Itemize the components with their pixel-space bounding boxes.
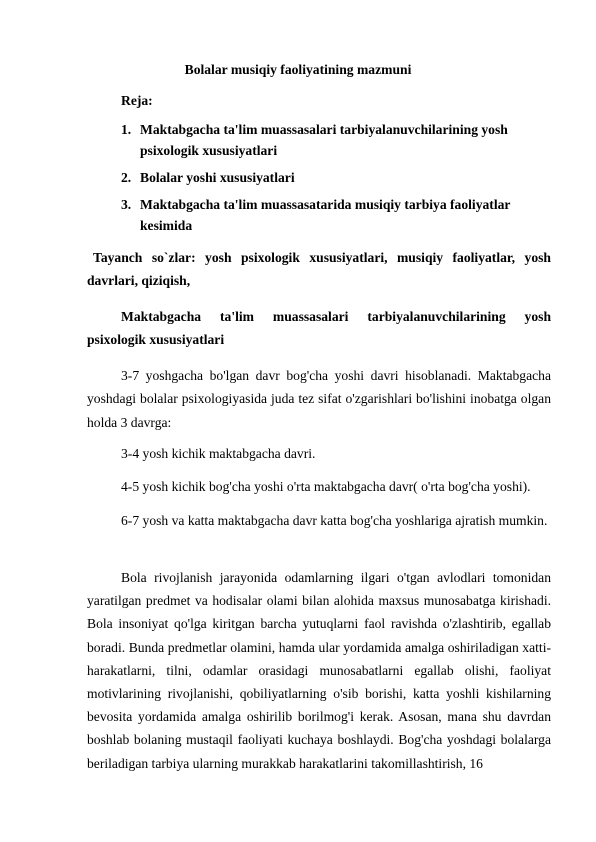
section-heading: Maktabgacha ta'lim muassasalari tarbiyalanuvchilarining yosh psixologik xususiyatlari (87, 309, 551, 347)
plan-item-number: 2. (121, 170, 132, 185)
plan-item-text: Bolalar yoshi xususiyatlari (140, 170, 295, 185)
plan-item-2 (121, 167, 521, 188)
plan-label: Reja: (121, 93, 153, 108)
plan-item-text: Maktabgacha ta'lim muassasatarida musiqiy tarbiya faoliyatlar kesimida (140, 197, 511, 234)
plan-item-1 (121, 119, 521, 162)
paragraph: Bola rivojlanish jarayonida odamlarning ilgari o'tgan avlodlari tomonidan yaratilgan predmet va hodisalar olami bilan alohida maxsus munosabatga kirishadi. Bola insoniyat qo'lga kiritgan barcha yutuqlarni faol ravishda o'zlashtirib, egallab boradi. Bunda predmetlar olamini, hamda ular yordamida amalga oshiriladigan xatti-harakatlarni, tilni, odamlar orasidagi munosabatlarni egallab olishi, faoliyat motivlarining rivojlanishi, qobiliyatlarning o'sib borishi, katta yoshli kishilarning bevosita yordamida amalga oshirilib borilmog'i kerak. Asosan, mana shu davrdan boshlab bolaning mustaqil faoliyati kuchaya boshlaydi. Bog'cha yoshdagi bolalarga beriladigan tarbiya ularning murakkab harakatlarini takomillashtirish, 16 (87, 570, 551, 771)
paragraph: 6-7 yosh va katta maktabgacha davr katta bog'cha yoshlariga ajratish mumkin. (121, 513, 548, 528)
plan-item-number: 3. (121, 197, 132, 212)
plan-item-3 (121, 194, 521, 237)
paragraph: 3-7 yoshgacha bo'lgan davr bog'cha yoshi davri hisoblanadi. Maktabgacha yoshdagi bolalar psixologiyasida juda tez sifat o'zgarishlari bo'lishini inobatga olgan holda 3 davrga: (87, 368, 551, 430)
keywords: Tayanch so`zlar: yosh psixologik xususiyatlari, musiqiy faoliyatlar, yosh davrlari, qiziqish, (87, 250, 551, 288)
document-title: Bolalar musiqiy faoliyatining mazmuni (184, 62, 412, 77)
plan-item-text: Maktabgacha ta'lim muassasalari tarbiyalanuvchilarining yosh psixologik xususiyatlari (140, 122, 508, 159)
paragraph: 4-5 yosh kichik bog'cha yoshi o'rta maktabgacha davr( o'rta bog'cha yoshi). (121, 479, 531, 494)
plan-item-number: 1. (121, 122, 132, 137)
paragraph: 3-4 yosh kichik maktabgacha davri. (121, 446, 316, 461)
